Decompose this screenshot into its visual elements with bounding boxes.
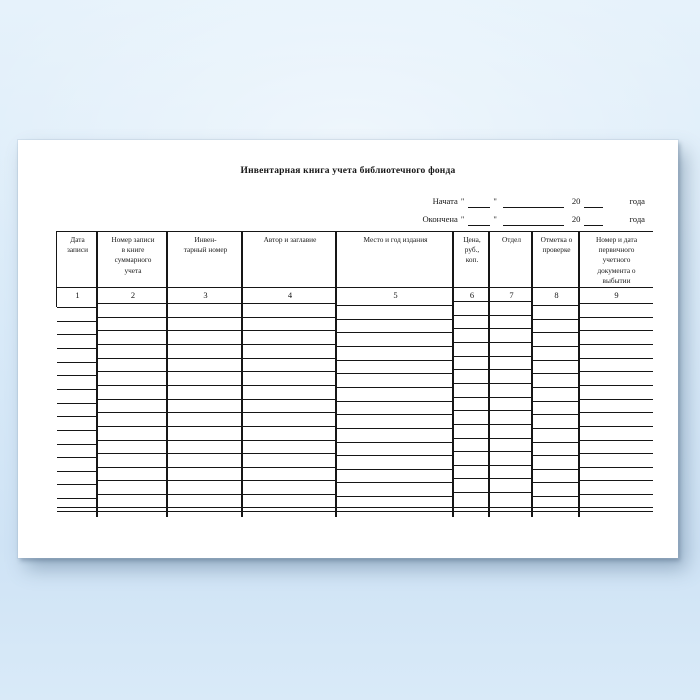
table-row-line <box>98 440 168 441</box>
table-row-line <box>98 385 168 386</box>
column-header <box>580 232 653 287</box>
table-row-line <box>454 383 490 384</box>
table-row-line <box>243 344 337 345</box>
finished-label: Окончена <box>422 214 458 224</box>
table-row-line <box>337 305 454 306</box>
table-row-line <box>98 453 168 454</box>
close-quote: " <box>493 196 497 206</box>
table-row-line <box>490 410 533 411</box>
table-row-line <box>243 440 337 441</box>
column-header-text: записи <box>67 244 88 254</box>
column-header-text: Дата <box>70 234 85 244</box>
column-separator-line <box>96 231 98 517</box>
table-row-line <box>243 399 337 400</box>
column-separator-line <box>452 231 454 517</box>
column-separator-line <box>166 231 168 517</box>
table-row-line <box>168 494 243 495</box>
table-row-line <box>57 484 98 485</box>
table-row-line <box>580 426 653 427</box>
year-word: года <box>629 196 645 206</box>
table-row-line <box>243 453 337 454</box>
column-header <box>454 232 490 287</box>
started-label: Начата <box>432 196 458 206</box>
table-row-line <box>168 371 243 372</box>
column-header-text: суммарного <box>114 255 152 265</box>
table-row-line <box>168 385 243 386</box>
table-row-line <box>580 480 653 481</box>
table-row-line <box>98 330 168 331</box>
table-row-line <box>533 387 580 388</box>
table-row-line <box>533 496 580 497</box>
column-header-text: Номер и дата <box>595 234 638 244</box>
table-row-line <box>337 332 454 333</box>
column-header-text: выбытии <box>602 276 631 286</box>
century-prefix: 20 <box>571 214 581 224</box>
table-row-line <box>243 494 337 495</box>
table-row-line <box>454 356 490 357</box>
table-row-line <box>168 303 243 304</box>
table-row-line <box>337 401 454 402</box>
column-header-text: учетного <box>602 255 631 265</box>
table-row-line <box>580 385 653 386</box>
column-separator-line <box>241 231 243 517</box>
table-row-line <box>337 346 454 347</box>
table-row-line <box>243 317 337 318</box>
column-header-text: Автор и заглавие <box>263 234 317 244</box>
table-row-line <box>533 482 580 483</box>
column-header <box>490 232 533 287</box>
table-row-line <box>337 414 454 415</box>
table-row-line <box>580 330 653 331</box>
table-row-line <box>490 369 533 370</box>
document-page <box>18 140 678 558</box>
table-row-line <box>454 492 490 493</box>
table-row-line <box>337 319 454 320</box>
table-row-line <box>454 397 490 398</box>
table-row-line <box>533 373 580 374</box>
close-quote: " <box>493 214 497 224</box>
table-row-line <box>243 303 337 304</box>
year-blank <box>584 196 603 208</box>
table-row-line <box>454 315 490 316</box>
table-row-line <box>98 467 168 468</box>
column-number: 8 <box>554 290 559 300</box>
century-prefix: 20 <box>571 196 581 206</box>
year-word: года <box>629 214 645 224</box>
column-number: 5 <box>393 290 398 300</box>
table-row-line <box>168 412 243 413</box>
table-row-line <box>243 426 337 427</box>
table-row-line <box>454 478 490 479</box>
column-header-text: тарный номер <box>183 244 228 254</box>
table-row-line <box>580 440 653 441</box>
table-row-line <box>168 358 243 359</box>
table-row-line <box>98 412 168 413</box>
table-row-line <box>580 399 653 400</box>
table-row-line <box>98 303 168 304</box>
table-row-line <box>533 469 580 470</box>
started-line <box>433 195 645 208</box>
table-row-line <box>454 451 490 452</box>
column-number: 2 <box>130 290 136 300</box>
table-bottom-border <box>57 511 653 512</box>
table-row-line <box>490 356 533 357</box>
table-row-line <box>98 371 168 372</box>
table-row-line <box>490 397 533 398</box>
table-row-line <box>337 482 454 483</box>
table-row-line <box>98 399 168 400</box>
table-row-line <box>454 369 490 370</box>
table-row-line <box>337 360 454 361</box>
table-row-line <box>168 426 243 427</box>
table-row-line <box>580 467 653 468</box>
column-number: 9 <box>614 290 619 300</box>
table-row-line <box>57 334 98 335</box>
table-row-line <box>337 442 454 443</box>
column-separator-line <box>578 231 580 517</box>
table-row-line <box>533 332 580 333</box>
table-row-line <box>337 373 454 374</box>
table-row-line <box>533 428 580 429</box>
table-row-line <box>57 471 98 472</box>
table-row-line <box>580 358 653 359</box>
table-row-line <box>533 346 580 347</box>
column-header-text: Номер записи <box>111 234 155 244</box>
document-title: Инвентарная книга учета библиотечного фонда <box>240 166 456 176</box>
open-quote: " <box>460 214 465 224</box>
table-row-line <box>533 360 580 361</box>
table-row-line <box>168 330 243 331</box>
column-header-text: коп. <box>465 255 479 265</box>
table-row-line <box>490 315 533 316</box>
table-row-line <box>57 348 98 349</box>
finished-line <box>422 213 645 226</box>
table-row-line <box>243 358 337 359</box>
column-number: 6 <box>469 290 475 300</box>
table-row-line <box>490 451 533 452</box>
column-header <box>168 232 243 287</box>
table-row-line <box>98 480 168 481</box>
table-row-line <box>580 371 653 372</box>
table-row-line <box>580 412 653 413</box>
table-row-line <box>57 389 98 390</box>
table-row-line <box>243 412 337 413</box>
column-header <box>243 232 337 287</box>
column-number: 7 <box>509 290 514 300</box>
column-header <box>98 232 168 287</box>
table-row-line <box>490 492 533 493</box>
table-row-line <box>490 301 533 302</box>
table-row-line <box>168 453 243 454</box>
column-header-text: Инвен- <box>194 234 217 244</box>
table-row-line <box>580 303 653 304</box>
table-row-line <box>168 467 243 468</box>
column-separator-line <box>488 231 490 517</box>
table-row-line <box>533 455 580 456</box>
table-row-line <box>98 426 168 427</box>
table-row-line <box>57 362 98 363</box>
table-row-line <box>490 383 533 384</box>
table-row-line <box>490 465 533 466</box>
column-header-text: Отдел <box>502 234 521 244</box>
table-row-line <box>243 467 337 468</box>
table-row-line <box>98 344 168 345</box>
table-row-line <box>337 387 454 388</box>
table-row-line <box>57 430 98 431</box>
table-row-line <box>454 438 490 439</box>
table-left-border <box>56 231 57 307</box>
table-row-line <box>533 414 580 415</box>
table-row-line <box>57 307 98 308</box>
table-row-line <box>490 478 533 479</box>
table-row-line <box>243 371 337 372</box>
column-header-text: в книге <box>121 244 145 254</box>
column-header-text: Отметка о <box>540 234 573 244</box>
column-header-text: Место и год издания <box>363 234 428 244</box>
table-row-line <box>57 416 98 417</box>
table-row-line <box>490 342 533 343</box>
month-blank <box>503 214 564 226</box>
table-row-line <box>337 428 454 429</box>
column-header-text: Цена, <box>463 234 481 244</box>
table-row-line <box>57 321 98 322</box>
table-row-line <box>337 455 454 456</box>
table-row-line <box>168 480 243 481</box>
table-row-line <box>490 328 533 329</box>
column-number: 1 <box>75 290 80 300</box>
table-row-line <box>57 457 98 458</box>
column-separator-line <box>335 231 337 517</box>
table-row-line <box>454 328 490 329</box>
table-row-line <box>98 317 168 318</box>
table-row-line <box>454 465 490 466</box>
table-row-line <box>533 319 580 320</box>
column-number: 4 <box>287 290 293 300</box>
column-header <box>57 232 98 287</box>
table-row-line <box>454 342 490 343</box>
table-row-line <box>57 375 98 376</box>
column-header-text: первичного <box>598 244 635 254</box>
day-blank <box>468 214 490 226</box>
table-row-line <box>168 317 243 318</box>
day-blank <box>468 196 490 208</box>
table-row-line <box>490 424 533 425</box>
table-row-line <box>533 442 580 443</box>
column-separator-line <box>531 231 533 517</box>
table-row-line <box>98 358 168 359</box>
table-row-line <box>243 480 337 481</box>
open-quote: " <box>460 196 465 206</box>
year-blank <box>584 214 603 226</box>
table-row-line <box>580 344 653 345</box>
table-row-line <box>168 344 243 345</box>
table-row-line <box>57 403 98 404</box>
column-header-text: документа о <box>597 265 636 275</box>
column-header-text: руб., <box>464 244 480 254</box>
table-row-line <box>168 399 243 400</box>
table-row-line <box>337 496 454 497</box>
table-header-row <box>57 231 653 288</box>
table-row-line <box>454 301 490 302</box>
table-row-line <box>580 453 653 454</box>
column-header <box>337 232 454 287</box>
column-header-text: учета <box>124 265 142 275</box>
column-header <box>533 232 580 287</box>
column-header-text: проверке <box>542 244 571 254</box>
table-row-line <box>454 410 490 411</box>
column-number: 3 <box>203 290 208 300</box>
table-row-line <box>454 424 490 425</box>
table-row-line <box>57 498 98 499</box>
table-row-line <box>243 385 337 386</box>
table-row-line <box>533 305 580 306</box>
table-bottom-border <box>57 507 653 508</box>
table-row-line <box>580 317 653 318</box>
table-row-line <box>580 494 653 495</box>
table-row-line <box>490 438 533 439</box>
month-blank <box>503 196 564 208</box>
table-row-line <box>533 401 580 402</box>
table-row-line <box>168 440 243 441</box>
table-row-line <box>243 330 337 331</box>
table-row-line <box>57 444 98 445</box>
table-row-line <box>98 494 168 495</box>
table-row-line <box>337 469 454 470</box>
